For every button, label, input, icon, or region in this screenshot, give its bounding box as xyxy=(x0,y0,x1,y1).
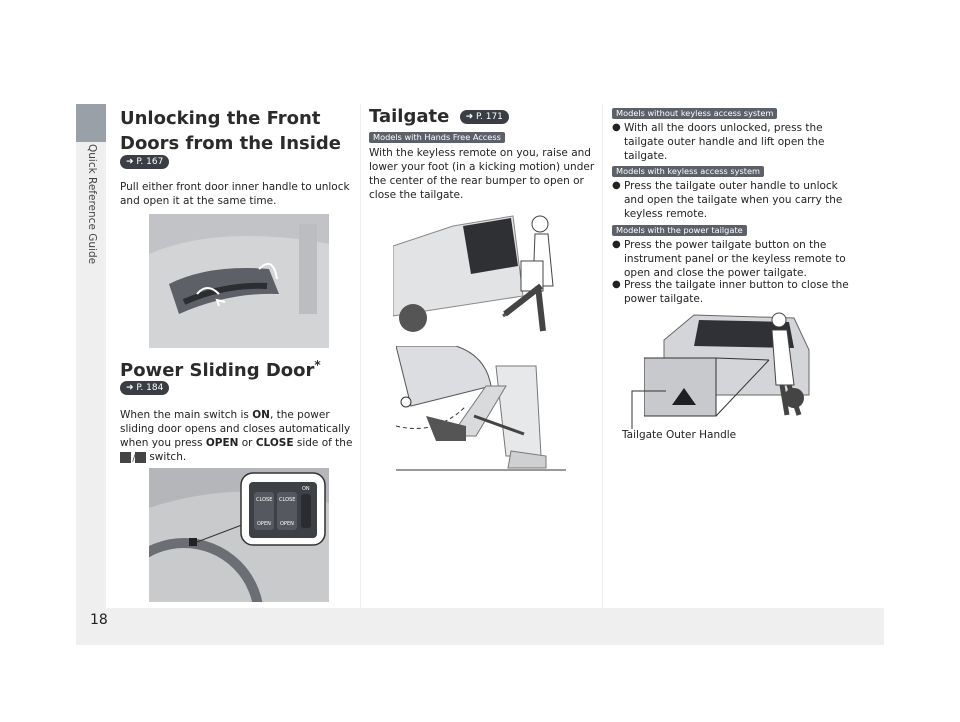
rear-tailgate-image xyxy=(644,310,816,420)
bullet-power-button: ● Press the power tailgate button on the instrument panel or the keyless remote to open and close the power tailgate. xyxy=(612,238,856,280)
callout-line xyxy=(626,385,666,430)
tailgate-title: Tailgate ➜ P. 171 xyxy=(369,106,509,128)
switch-open-label-b: OPEN xyxy=(280,521,294,527)
footer-band xyxy=(106,608,884,645)
page-number: 18 xyxy=(90,612,108,628)
switch-close-label-a: CLOSE xyxy=(256,497,273,503)
keyless-badge: Models with keyless access system xyxy=(612,166,764,177)
unlocking-title: Unlocking the Front Doors from the Inside xyxy=(120,108,342,154)
sliding-switch-icon xyxy=(120,452,146,463)
bullet-keyless-unlock: ● Press the tailgate outer handle to unlock and open the tailgate when you carry the keyless remote. xyxy=(612,179,856,221)
unlocking-page-ref-link[interactable]: ➜ P. 167 xyxy=(120,155,169,169)
side-tab-label: Quick Reference Guide xyxy=(86,144,98,265)
sliding-page-ref-link[interactable]: ➜ P. 184 xyxy=(120,381,169,395)
dashboard-switch-image xyxy=(149,468,329,602)
bullet-outer-handle: ● With all the doors unlocked, press the tailgate outer handle and lift open the tailgate. xyxy=(612,121,856,163)
tailgate-page-ref-link[interactable]: ➜ P. 171 xyxy=(460,110,509,124)
switch-open-label-a: OPEN xyxy=(257,521,271,527)
switch-on-label: ON xyxy=(302,486,310,492)
bullet-inner-button: ● Press the tailgate inner button to close the power tailgate. xyxy=(612,278,856,306)
unlocking-text: Pull either front door inner handle to unlock and open it at the same time. xyxy=(120,181,350,207)
hands-free-badge: Models with Hands Free Access xyxy=(369,132,505,143)
no-keyless-badge: Models without keyless access system xyxy=(612,108,777,119)
tailgate-text: With the keyless remote on you, raise and lower your foot (in a kicking motion) under the center of the rear bumper to open or close the tailgate. xyxy=(369,147,595,201)
sliding-door-text: When the main switch is ON, the power sliding door opens and closes automatically when you press OPEN or CLOSE side of the / switch. xyxy=(120,409,353,463)
sliding-door-title: Power Sliding Door* xyxy=(120,358,321,381)
foot-kick-diagram xyxy=(396,346,566,472)
door-handle-image xyxy=(149,214,329,348)
section-tab xyxy=(76,104,106,142)
kick-open-car-image xyxy=(393,206,573,338)
switch-close-label-b: CLOSE xyxy=(279,497,296,503)
power-tailgate-badge: Models with the power tailgate xyxy=(612,225,747,236)
tailgate-outer-handle-label: Tailgate Outer Handle xyxy=(622,429,737,441)
svg-text:/: / xyxy=(132,453,136,463)
